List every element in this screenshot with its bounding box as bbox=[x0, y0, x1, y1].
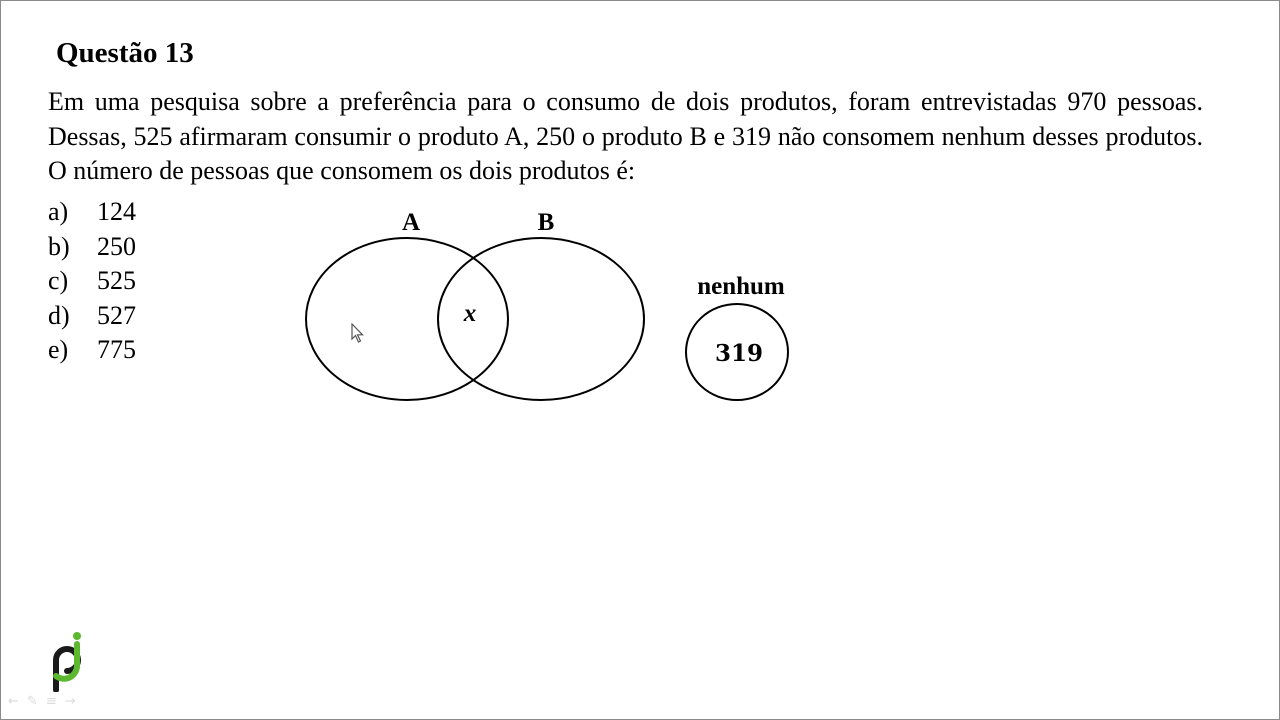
option-letter: d) bbox=[48, 300, 70, 330]
pj-logo bbox=[48, 630, 88, 697]
set-a-label: A bbox=[401, 209, 421, 236]
none-value: 319 bbox=[714, 340, 764, 367]
intersection-label: x bbox=[463, 300, 477, 327]
back-icon[interactable]: ← bbox=[8, 694, 19, 709]
none-label: nenhum bbox=[697, 273, 785, 300]
set-a-circle bbox=[306, 238, 508, 400]
mouse-pointer-icon bbox=[351, 323, 365, 348]
set-b-label: B bbox=[537, 209, 555, 236]
option-value: 527 bbox=[97, 300, 136, 330]
forward-icon[interactable]: → bbox=[64, 694, 76, 709]
question-statement: Em uma pesquisa sobre a preferência para o consumo de dois produtos, foram entrevistadas 970 pessoas. Dessas, 525 afirmaram consumir o produto A, 250 o produto B e 319 não consomem nenhum desses produtos. O número de pessoas que consomem os dois produtos é: bbox=[48, 87, 1203, 185]
option-value: 525 bbox=[97, 266, 136, 295]
option-letter: a) bbox=[48, 197, 69, 226]
option-value: 775 bbox=[97, 335, 136, 364]
menu-icon[interactable]: ≡ bbox=[45, 694, 57, 709]
option-letter: b) bbox=[48, 231, 70, 261]
option-letter: e) bbox=[48, 335, 69, 364]
pen-icon[interactable]: ✎ bbox=[26, 694, 38, 709]
question-title: Questão 13 bbox=[56, 37, 194, 69]
slide-nav-controls bbox=[8, 694, 76, 709]
option-letter: c) bbox=[48, 266, 69, 295]
option-value: 250 bbox=[97, 231, 136, 261]
option-value: 124 bbox=[97, 197, 136, 226]
